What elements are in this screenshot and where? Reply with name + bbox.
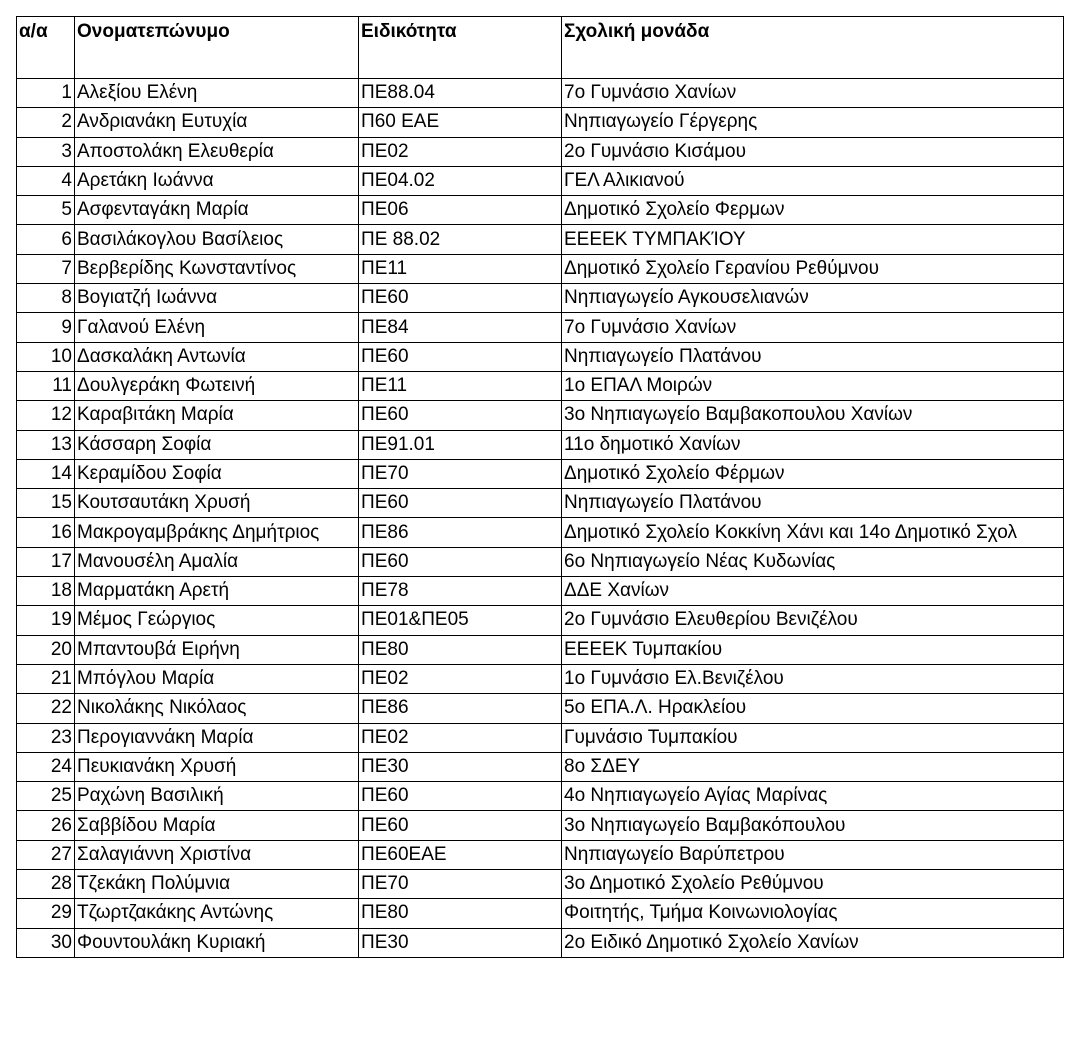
school-unit-cell[interactable]: Νηπιαγωγείο Βαρύπετρου: [562, 840, 1064, 869]
index-cell[interactable]: 30: [17, 928, 75, 957]
table-row: [17, 108, 1064, 137]
table-row: [17, 489, 1064, 518]
index-cell[interactable]: 27: [17, 840, 75, 869]
specialty-cell[interactable]: ΠΕ80: [359, 635, 562, 664]
index-cell[interactable]: 3: [17, 137, 75, 166]
table-row: [17, 811, 1064, 840]
fullname-cell[interactable]: Αρετάκη Ιωάννα: [75, 166, 359, 195]
fullname-cell[interactable]: Κεραμίδου Σοφία: [75, 459, 359, 488]
table-row: [17, 928, 1064, 957]
index-cell[interactable]: 2: [17, 108, 75, 137]
specialty-cell[interactable]: ΠΕ60: [359, 811, 562, 840]
table-row: [17, 459, 1064, 488]
index-cell[interactable]: 9: [17, 313, 75, 342]
table-row: [17, 840, 1064, 869]
index-cell[interactable]: 6: [17, 225, 75, 254]
index-cell[interactable]: 5: [17, 196, 75, 225]
school-unit-cell[interactable]: 1ο Γυμνάσιο Ελ.Βενιζέλου: [562, 664, 1064, 693]
header-cell-fullname[interactable]: Ονοματεπώνυμο: [75, 17, 359, 79]
table-row: [17, 225, 1064, 254]
index-cell[interactable]: 12: [17, 401, 75, 430]
school-unit-cell[interactable]: 7ο Γυμνάσιο Χανίων: [562, 313, 1064, 342]
specialty-cell[interactable]: ΠΕ04.02: [359, 166, 562, 195]
specialty-cell[interactable]: ΠΕ78: [359, 577, 562, 606]
table-row: [17, 899, 1064, 928]
table-row: [17, 694, 1064, 723]
specialty-cell[interactable]: ΠΕ01&ΠΕ05: [359, 606, 562, 635]
fullname-cell[interactable]: Ανδριανάκη Ευτυχία: [75, 108, 359, 137]
specialty-cell[interactable]: ΠΕ60: [359, 284, 562, 313]
table-row: [17, 137, 1064, 166]
fullname-cell[interactable]: Κουτσαυτάκη Χρυσή: [75, 489, 359, 518]
fullname-cell[interactable]: Σαλαγιάννη Χριστίνα: [75, 840, 359, 869]
specialty-cell[interactable]: ΠΕ60: [359, 547, 562, 576]
fullname-cell[interactable]: Μπαντουβά Ειρήνη: [75, 635, 359, 664]
school-unit-cell[interactable]: 4ο Νηπιαγωγείο Αγίας Μαρίνας: [562, 782, 1064, 811]
index-cell[interactable]: 8: [17, 284, 75, 313]
specialty-cell[interactable]: ΠΕ86: [359, 518, 562, 547]
fullname-cell[interactable]: Κάσσαρη Σοφία: [75, 430, 359, 459]
specialty-cell[interactable]: ΠΕ02: [359, 723, 562, 752]
fullname-cell[interactable]: Βασιλάκογλου Βασίλειος: [75, 225, 359, 254]
school-unit-cell[interactable]: 2ο Γυμνάσιο Κισάμου: [562, 137, 1064, 166]
school-unit-cell[interactable]: 2ο Γυμνάσιο Ελευθερίου Βενιζέλου: [562, 606, 1064, 635]
specialty-cell[interactable]: ΠΕ86: [359, 694, 562, 723]
fullname-cell[interactable]: Αλεξίου Ελένη: [75, 79, 359, 108]
fullname-cell[interactable]: Φουντουλάκη Κυριακή: [75, 928, 359, 957]
header-row: [17, 17, 1064, 79]
specialty-cell[interactable]: ΠΕ80: [359, 899, 562, 928]
table-row: [17, 371, 1064, 400]
spreadsheet-table: [16, 16, 1064, 958]
school-unit-cell[interactable]: 5ο ΕΠΑ.Λ. Ηρακλείου: [562, 694, 1064, 723]
index-cell[interactable]: 19: [17, 606, 75, 635]
fullname-cell[interactable]: Μέμος Γεώργιος: [75, 606, 359, 635]
fullname-cell[interactable]: Μανουσέλη Αμαλία: [75, 547, 359, 576]
specialty-cell[interactable]: ΠΕ02: [359, 664, 562, 693]
specialty-cell[interactable]: ΠΕ70: [359, 459, 562, 488]
school-unit-cell[interactable]: Νηπιαγωγείο Πλατάνου: [562, 489, 1064, 518]
school-unit-cell[interactable]: 3ο Νηπιαγωγείο Βαμβακοπουλου Χανίων: [562, 401, 1064, 430]
school-unit-cell[interactable]: ΔΔΕ Χανίων: [562, 577, 1064, 606]
table-row: [17, 401, 1064, 430]
table-row: [17, 577, 1064, 606]
fullname-cell[interactable]: Βογιατζή Ιωάννα: [75, 284, 359, 313]
table-row: [17, 606, 1064, 635]
index-cell[interactable]: 17: [17, 547, 75, 576]
school-unit-cell[interactable]: 3ο Νηπιαγωγείο Βαμβακόπουλου: [562, 811, 1064, 840]
fullname-cell[interactable]: Μακρογαμβράκης Δημήτριος: [75, 518, 359, 547]
fullname-cell[interactable]: Πευκιανάκη Χρυσή: [75, 752, 359, 781]
header-cell-index[interactable]: α/α: [17, 17, 75, 79]
school-unit-cell[interactable]: Δημοτικό Σχολείο Φερμων: [562, 196, 1064, 225]
specialty-cell[interactable]: ΠΕ88.04: [359, 79, 562, 108]
school-unit-cell[interactable]: Δημοτικό Σχολείο Φέρμων: [562, 459, 1064, 488]
index-cell[interactable]: 23: [17, 723, 75, 752]
table-row: [17, 782, 1064, 811]
index-cell[interactable]: 22: [17, 694, 75, 723]
index-cell[interactable]: 29: [17, 899, 75, 928]
specialty-cell[interactable]: ΠΕ02: [359, 137, 562, 166]
index-cell[interactable]: 11: [17, 371, 75, 400]
table-row: [17, 342, 1064, 371]
table-row: [17, 166, 1064, 195]
specialty-cell[interactable]: ΠΕ 88.02: [359, 225, 562, 254]
index-cell[interactable]: 28: [17, 870, 75, 899]
specialty-cell[interactable]: ΠΕ91.01: [359, 430, 562, 459]
table-body: [17, 79, 1064, 958]
specialty-cell[interactable]: ΠΕ70: [359, 870, 562, 899]
fullname-cell[interactable]: Περογιαννάκη Μαρία: [75, 723, 359, 752]
table-row: [17, 79, 1064, 108]
school-unit-cell[interactable]: ΕΕΕΕΚ ΤΥΜΠΑΚΊΟΥ: [562, 225, 1064, 254]
specialty-cell[interactable]: ΠΕ30: [359, 928, 562, 957]
table-row: [17, 664, 1064, 693]
header-cell-specialty[interactable]: Ειδικότητα: [359, 17, 562, 79]
school-unit-cell[interactable]: 8ο ΣΔΕΥ: [562, 752, 1064, 781]
table-row: [17, 313, 1064, 342]
school-unit-cell[interactable]: 6ο Νηπιαγωγείο Νέας Κυδωνίας: [562, 547, 1064, 576]
index-cell[interactable]: 14: [17, 459, 75, 488]
fullname-cell[interactable]: Τζεκάκη Πολύμνια: [75, 870, 359, 899]
fullname-cell[interactable]: Δασκαλάκη Αντωνία: [75, 342, 359, 371]
specialty-cell[interactable]: ΠΕ60: [359, 342, 562, 371]
school-unit-cell[interactable]: Νηπιαγωγείο Πλατάνου: [562, 342, 1064, 371]
index-cell[interactable]: 18: [17, 577, 75, 606]
specialty-cell[interactable]: ΠΕ60: [359, 401, 562, 430]
school-unit-cell[interactable]: Δημοτικό Σχολείο Γερανίου Ρεθύμνου: [562, 254, 1064, 283]
header-cell-school-unit[interactable]: Σχολική μονάδα: [562, 17, 1064, 79]
table-row: [17, 723, 1064, 752]
index-cell[interactable]: 26: [17, 811, 75, 840]
school-unit-cell[interactable]: 2ο Ειδικό Δημοτικό Σχολείο Χανίων: [562, 928, 1064, 957]
table-row: [17, 430, 1064, 459]
fullname-cell[interactable]: Αποστολάκη Ελευθερία: [75, 137, 359, 166]
school-unit-cell[interactable]: 7ο Γυμνάσιο Χανίων: [562, 79, 1064, 108]
table-row: [17, 752, 1064, 781]
table-row: [17, 254, 1064, 283]
index-cell[interactable]: 16: [17, 518, 75, 547]
school-unit-cell[interactable]: Φοιτητής, Τμήμα Κοινωνιολογίας: [562, 899, 1064, 928]
index-cell[interactable]: 25: [17, 782, 75, 811]
table-row: [17, 284, 1064, 313]
fullname-cell[interactable]: Καραβιτάκη Μαρία: [75, 401, 359, 430]
index-cell[interactable]: 1: [17, 79, 75, 108]
school-unit-cell[interactable]: Νηπιαγωγείο Αγκουσελιανών: [562, 284, 1064, 313]
index-cell[interactable]: 21: [17, 664, 75, 693]
specialty-cell[interactable]: ΠΕ06: [359, 196, 562, 225]
fullname-cell[interactable]: Ραχώνη Βασιλική: [75, 782, 359, 811]
index-cell[interactable]: 10: [17, 342, 75, 371]
fullname-cell[interactable]: Τζωρτζακάκης Αντώνης: [75, 899, 359, 928]
fullname-cell[interactable]: Δουλγεράκη Φωτεινή: [75, 371, 359, 400]
specialty-cell[interactable]: ΠΕ60ΕΑΕ: [359, 840, 562, 869]
school-unit-cell[interactable]: 11ο δημοτικό Χανίων: [562, 430, 1064, 459]
fullname-cell[interactable]: Μαρματάκη Αρετή: [75, 577, 359, 606]
fullname-cell[interactable]: Γαλανού Ελένη: [75, 313, 359, 342]
specialty-cell[interactable]: Π60 ΕΑΕ: [359, 108, 562, 137]
index-cell[interactable]: 4: [17, 166, 75, 195]
table-row: [17, 635, 1064, 664]
school-unit-cell[interactable]: Νηπιαγωγείο Γέργερης: [562, 108, 1064, 137]
index-cell[interactable]: 7: [17, 254, 75, 283]
index-cell[interactable]: 15: [17, 489, 75, 518]
table-row: [17, 870, 1064, 899]
table-row: [17, 547, 1064, 576]
index-cell[interactable]: 13: [17, 430, 75, 459]
fullname-cell[interactable]: Μπόγλου Μαρία: [75, 664, 359, 693]
school-unit-cell[interactable]: ΓΕΛ Αλικιανού: [562, 166, 1064, 195]
specialty-cell[interactable]: ΠΕ11: [359, 371, 562, 400]
table-row: [17, 518, 1064, 547]
school-unit-cell[interactable]: 3ο Δημοτικό Σχολείο Ρεθύμνου: [562, 870, 1064, 899]
fullname-cell[interactable]: Σαββίδου Μαρία: [75, 811, 359, 840]
specialty-cell[interactable]: ΠΕ11: [359, 254, 562, 283]
school-unit-cell[interactable]: Δημοτικό Σχολείο Κοκκίνη Χάνι και 14ο Δημοτικό Σχολ: [562, 518, 1064, 547]
specialty-cell[interactable]: ΠΕ84: [359, 313, 562, 342]
index-cell[interactable]: 20: [17, 635, 75, 664]
school-unit-cell[interactable]: Γυμνάσιο Τυμπακίου: [562, 723, 1064, 752]
specialty-cell[interactable]: ΠΕ30: [359, 752, 562, 781]
school-unit-cell[interactable]: ΕΕΕΕΚ Τυμπακίου: [562, 635, 1064, 664]
specialty-cell[interactable]: ΠΕ60: [359, 782, 562, 811]
specialty-cell[interactable]: ΠΕ60: [359, 489, 562, 518]
table-row: [17, 196, 1064, 225]
fullname-cell[interactable]: Ασφενταγάκη Μαρία: [75, 196, 359, 225]
school-unit-cell[interactable]: 1ο ΕΠΑΛ Μοιρών: [562, 371, 1064, 400]
fullname-cell[interactable]: Νικολάκης Νικόλαος: [75, 694, 359, 723]
fullname-cell[interactable]: Βερβερίδης Κωνσταντίνος: [75, 254, 359, 283]
index-cell[interactable]: 24: [17, 752, 75, 781]
